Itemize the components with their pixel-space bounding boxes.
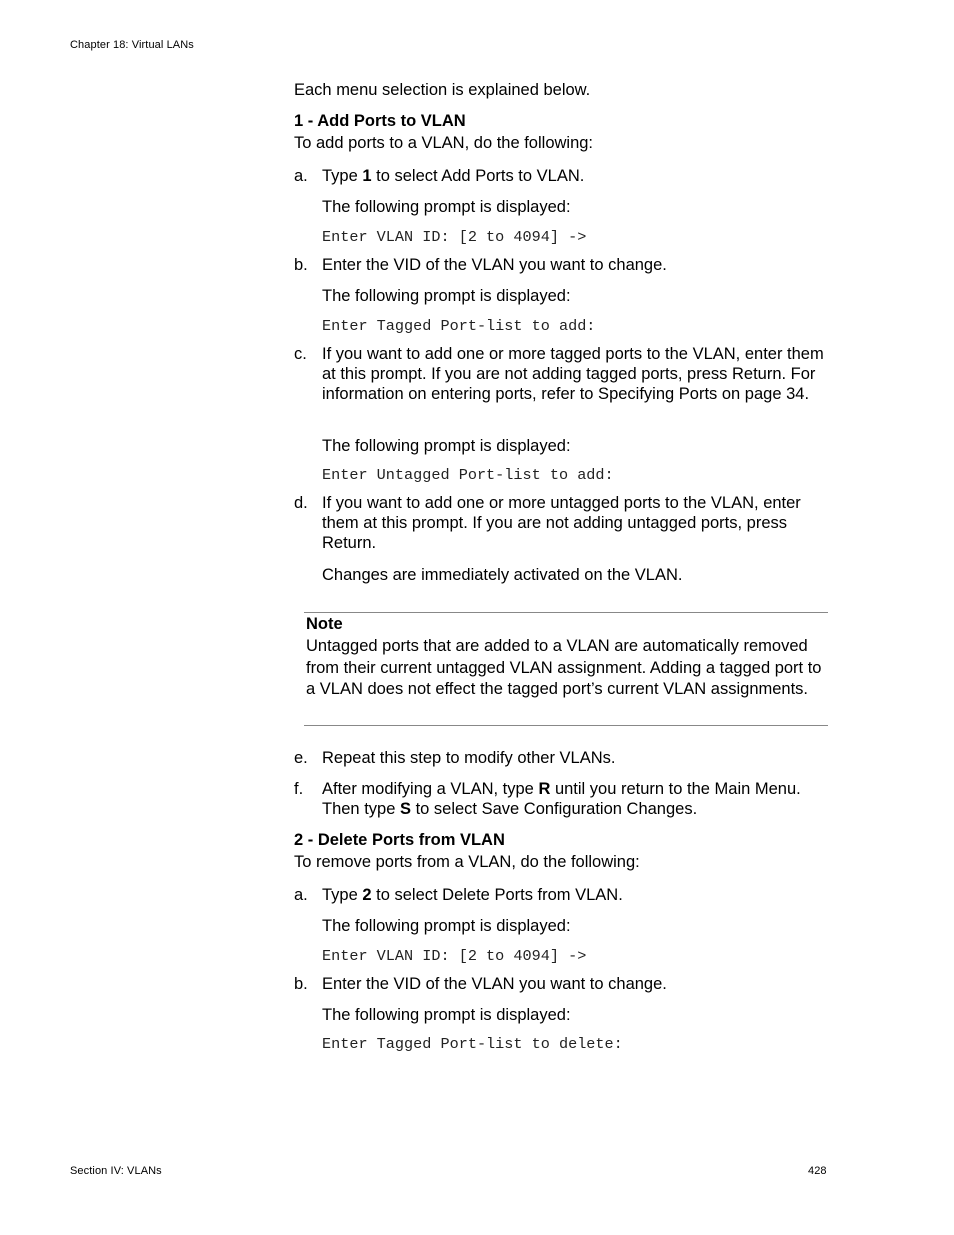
note-body: Untagged ports that are added to a VLAN are automatically removed from their current untagged VLAN assignment. Adding a tagged port to a VLAN does not effect the tagged port’s current VLAN assignments. [306,637,822,698]
section1-lead: To add ports to a VLAN, do the following: [294,134,594,152]
section2-lead: To remove ports from a VLAN, do the following: [294,853,640,871]
note-box [304,612,828,726]
step-marker: b. [294,256,308,274]
step-marker: d. [294,494,308,512]
step-c-text: If you want to add one or more tagged ports to the VLAN, enter them at this prompt. If you are not adding tagged ports, press Return. For information on entering ports, refer to Specifying Ports on page 34. [322,345,824,403]
code-prompt: Enter Untagged Port-list to add: [322,466,614,484]
prompt-caption: The following prompt is displayed: [322,1006,571,1024]
prompt-caption: The following prompt is displayed: [322,287,571,305]
key-2: 2 [362,886,372,904]
prompt-caption: The following prompt is displayed: [322,198,571,216]
intro-text: Each menu selection is explained below. [294,81,591,99]
section1-heading: 1 - Add Ports to VLAN [294,112,466,130]
step-e-text: Repeat this step to modify other VLANs. [322,749,616,767]
code-prompt: Enter Tagged Port-list to delete: [322,1035,623,1053]
section2-heading: 2 - Delete Ports from VLAN [294,831,505,849]
running-header: Chapter 18: Virtual LANs [70,39,194,51]
step-d-text: If you want to add one or more untagged ports to the VLAN, enter them at this prompt. If you are not adding untagged ports, press Return. [322,494,801,552]
step-b-text: Enter the VID of the VLAN you want to change. [322,256,667,274]
code-prompt: Enter VLAN ID: [2 to 4094] -> [322,947,587,965]
step-marker: a. [294,886,308,904]
note-title: Note [306,615,343,633]
key-s: S [399,800,411,818]
step-marker: e. [294,749,308,767]
step-b-text: Enter the VID of the VLAN you want to change. [322,975,667,993]
code-prompt: Enter Tagged Port-list to add: [322,317,596,335]
step-marker: a. [294,167,308,185]
page-number: 428 [808,1165,827,1177]
step-a-text: Type 1 to select Add Ports to VLAN. [322,167,585,185]
prompt-caption: The following prompt is displayed: [322,917,571,935]
step-d-followup: Changes are immediately activated on the VLAN. [322,566,683,584]
step-marker: b. [294,975,308,993]
running-footer-section: Section IV: VLANs [70,1165,162,1177]
step-marker: f. [294,780,304,798]
code-prompt: Enter VLAN ID: [2 to 4094] -> [322,228,587,246]
step-f-text: After modifying a VLAN, type R until you return to the Main Menu. Then type S to select Save Configuration Changes. [322,780,801,818]
key-r: R [538,780,551,798]
step-marker: c. [294,345,307,363]
key-1: 1 [362,167,372,185]
prompt-caption: The following prompt is displayed: [322,437,571,455]
step-a-text: Type 2 to select Delete Ports from VLAN. [322,886,623,904]
